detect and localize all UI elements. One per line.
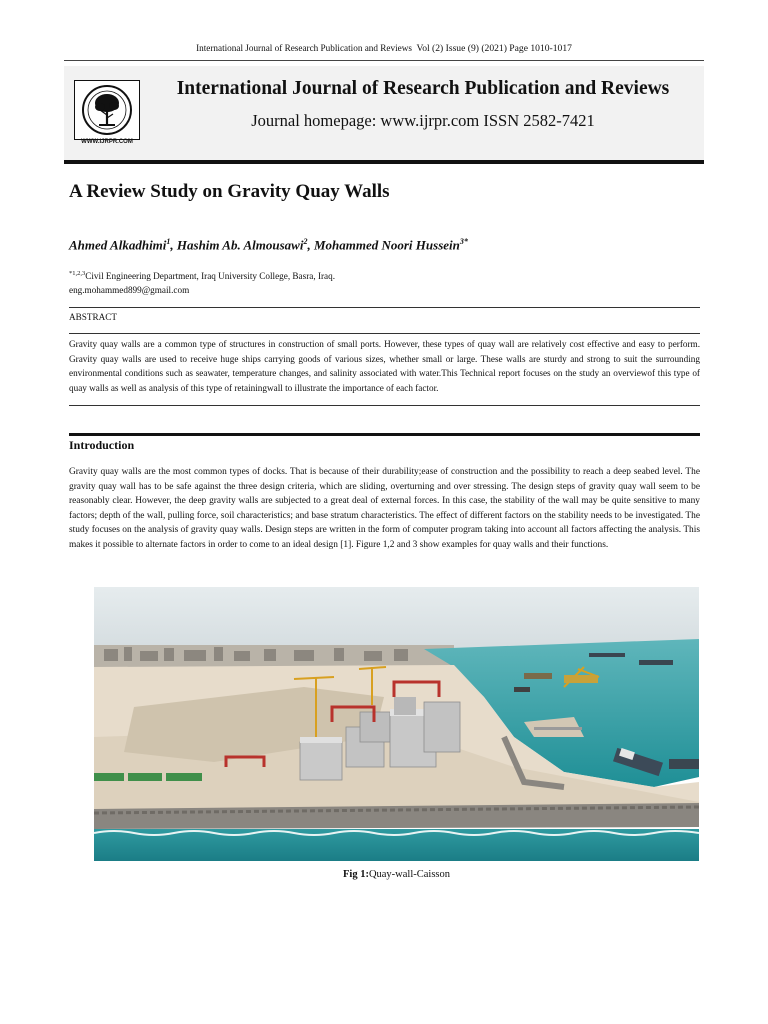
author-name: Ahmed Alkadhimi <box>69 237 167 253</box>
author-separator: , <box>170 237 177 253</box>
article-title: A Review Study on Gravity Quay Walls <box>69 181 390 202</box>
section-rule <box>69 433 700 436</box>
figure-photo <box>94 587 699 861</box>
running-header <box>64 43 704 54</box>
section-heading: Introduction <box>69 438 135 452</box>
author-separator: , <box>307 237 314 253</box>
figure-label: Fig 1: <box>342 869 369 880</box>
quay-wall-caisson-photo <box>94 587 699 861</box>
affiliation: Civil Engineering Department, Iraq University College, Basra, Iraq. <box>85 271 336 282</box>
author-mark: 3* <box>459 237 468 246</box>
author-name: Hashim Ab. Almousawi <box>176 237 304 253</box>
running-header-volume: Vol (2) Issue (9) (2021) Page 1010-1017 <box>416 43 572 54</box>
journal-homepage: Journal homepage: www.ijrpr.com ISSN 2582-7421 <box>251 111 595 130</box>
abstract-label: ABSTRACT <box>69 312 117 322</box>
journal-title: International Journal of Research Publication and Reviews <box>176 78 670 99</box>
affiliation-mark: *1,2,3 <box>69 270 86 277</box>
logo-caption: WWW.IJRPR.COM <box>81 139 133 145</box>
figure-caption-text: Quay-wall-Caisson <box>368 869 451 880</box>
abstract-top-rule <box>69 307 700 308</box>
author-name: Mohammed Noori Hussein <box>313 237 460 253</box>
tree-seal-icon <box>75 81 139 139</box>
abstract-label-rule <box>69 333 700 334</box>
header-rule <box>64 60 704 61</box>
author-list <box>69 237 468 253</box>
figure-caption <box>94 869 699 880</box>
journal-logo <box>74 80 140 140</box>
introduction-text: Gravity quay walls are the most common types of docks. That is because of their durability;ease of construction and the possibility to reach a deep seabed level. The gravity quay wall has to be safe against the three design criteria, which are sliding, overturning and over stressing. The design steps of gravity quay wall seem to be reasonably clear. However, the deep gravity walls are subjected to a great deal of external forces. In this case, the stability of the wall may be quite sensitive to many factors; depth of the wall, pulling force, soil characteristics; and base stratum characteristics. The effect of different factors on the stability needs to be investigated. The study focuses on the analysis of gravity quay walls. Design steps are written in the form of computer program taking into account all factors affecting the analysis. This makes it possible to alternate factors in order to come to an ideal design [1]. Figure 1,2 and 3 show examples for quay walls and their functions. <box>69 467 700 550</box>
running-header-journal: International Journal of Research Publication and Reviews <box>196 43 412 53</box>
author-email: eng.mohammed899@gmail.com <box>69 285 190 296</box>
abstract-text: Gravity quay walls are a common type of structures in construction of small ports. However, these types of quay wall are relatively cost effective and easy to perform. Gravity quay walls are used to receive huge ships carrying goods of various sizes, whether small or large. These walls are sturdy and strong to suit the surrounding environmental conditions such as seawater, temperature changes, and salinity associated with water.This Technical report focuses on the study an overviewof this type of quay walls as well as analysis of this type of retainingwall to illustrate the importance of each factor. <box>69 339 700 394</box>
masthead-rule <box>64 160 704 164</box>
author-mark: 2 <box>303 237 308 246</box>
affiliation-block <box>69 267 335 297</box>
author-mark: 1 <box>166 237 171 246</box>
abstract-bottom-rule <box>69 405 700 406</box>
